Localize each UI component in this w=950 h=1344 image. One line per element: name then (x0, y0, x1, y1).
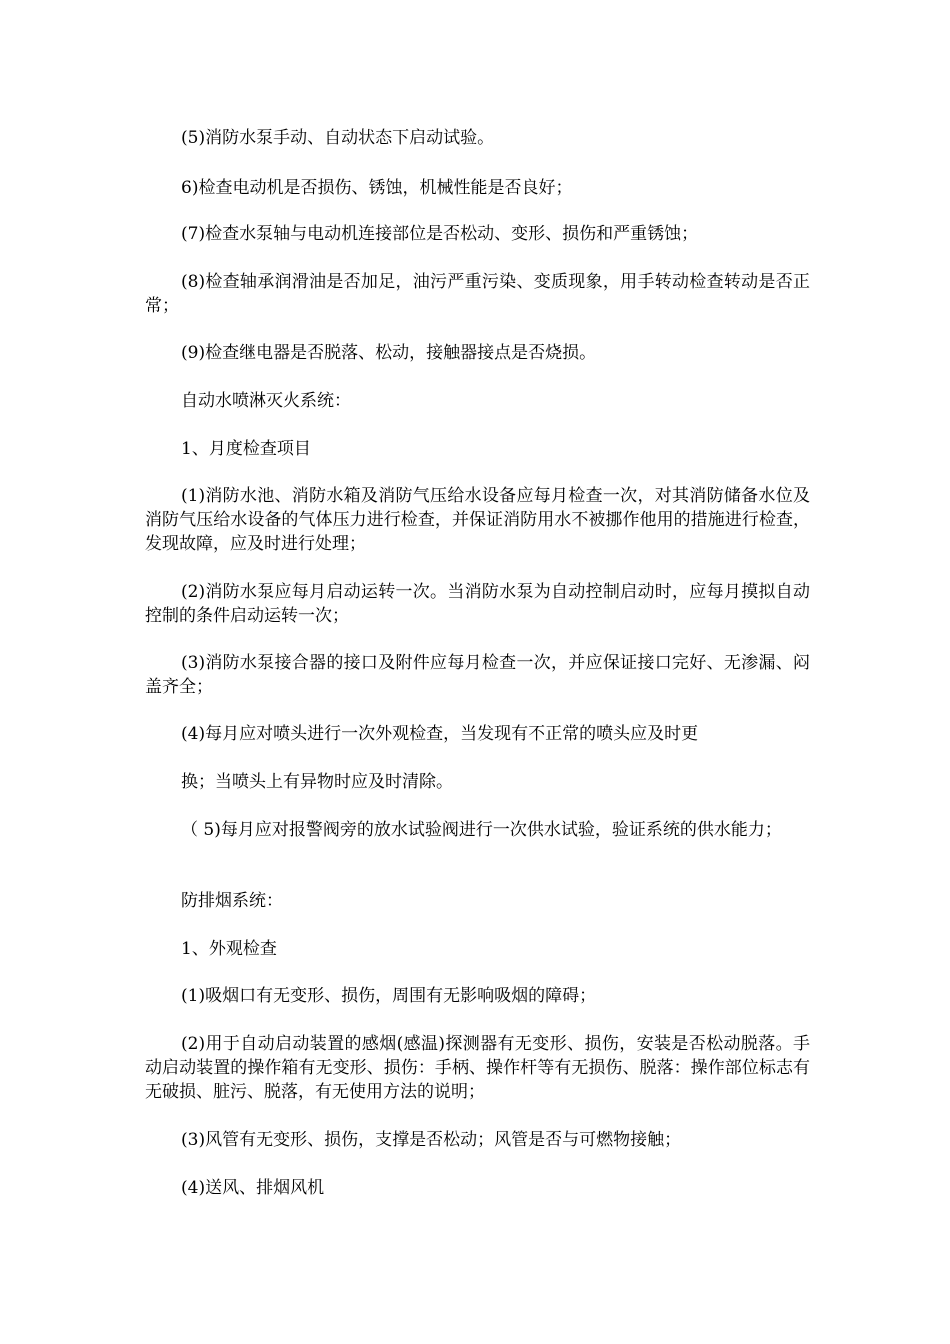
paragraph: (1)吸烟口有无变形、损伤，周围有无影响吸烟的障碍； (181, 986, 597, 1006)
paragraph: (4)每月应对喷头进行一次外观检查，当发现有不正常的喷头应及时更 (181, 724, 699, 744)
subsection-heading: 1、月度检查项目 (181, 439, 311, 459)
subsection-heading: 1、外观检查 (181, 939, 277, 959)
paragraph: （ 5)每月应对报警阀旁的放水试验阀进行一次供水试验，验证系统的供水能力； (181, 820, 782, 840)
paragraph: (7)检查水泵轴与电动机连接部位是否松动、变形、损伤和严重锈蚀； (181, 224, 699, 244)
paragraph: 换；当喷头上有异物时应及时清除。 (181, 772, 453, 792)
paragraph: (5)消防水泵手动、自动状态下启动试验。 (181, 128, 495, 148)
paragraph: 6)检查电动机是否损伤、锈蚀，机械性能是否良好； (181, 178, 573, 198)
paragraph: (1)消防水池、消防水箱及消防气压给水设备应每月检查一次，对其消防储备水位及消防气压给水设备的气体压力进行检查，并保证消防用水不被挪作他用的措施进行检查，发现故障，应及时进行处理； (145, 486, 810, 554)
paragraph: (2)用于自动启动装置的感烟(感温)探测器有无变形、损伤，安装是否松动脱落。手动启动装置的操作箱有无变形、损伤：手柄、操作杆等有无损伤、脱落：操作部位标志有无破损、脏污、脱落，有无使用方法的说明； (145, 1034, 810, 1102)
paragraph: (3)消防水泵接合器的接口及附件应每月检查一次，并应保证接口完好、无渗漏、闷盖齐全； (145, 653, 810, 697)
paragraph: (2)消防水泵应每月启动运转一次。当消防水泵为自动控制启动时，应每月摸拟自动控制的条件启动运转一次； (145, 582, 810, 626)
section-heading: 自动水喷淋灭火系统： (181, 391, 351, 411)
paragraph: (3)风管有无变形、损伤，支撑是否松动；风管是否与可燃物接触； (181, 1130, 682, 1150)
paragraph: (8)检查轴承润滑油是否加足，油污严重污染、变质现象，用手转动检查转动是否正常； (145, 272, 810, 316)
paragraph: (4)送风、排烟风机 (181, 1178, 325, 1198)
section-heading: 防排烟系统： (181, 891, 283, 911)
paragraph: (9)检查继电器是否脱落、松动，接触器接点是否烧损。 (181, 343, 597, 363)
